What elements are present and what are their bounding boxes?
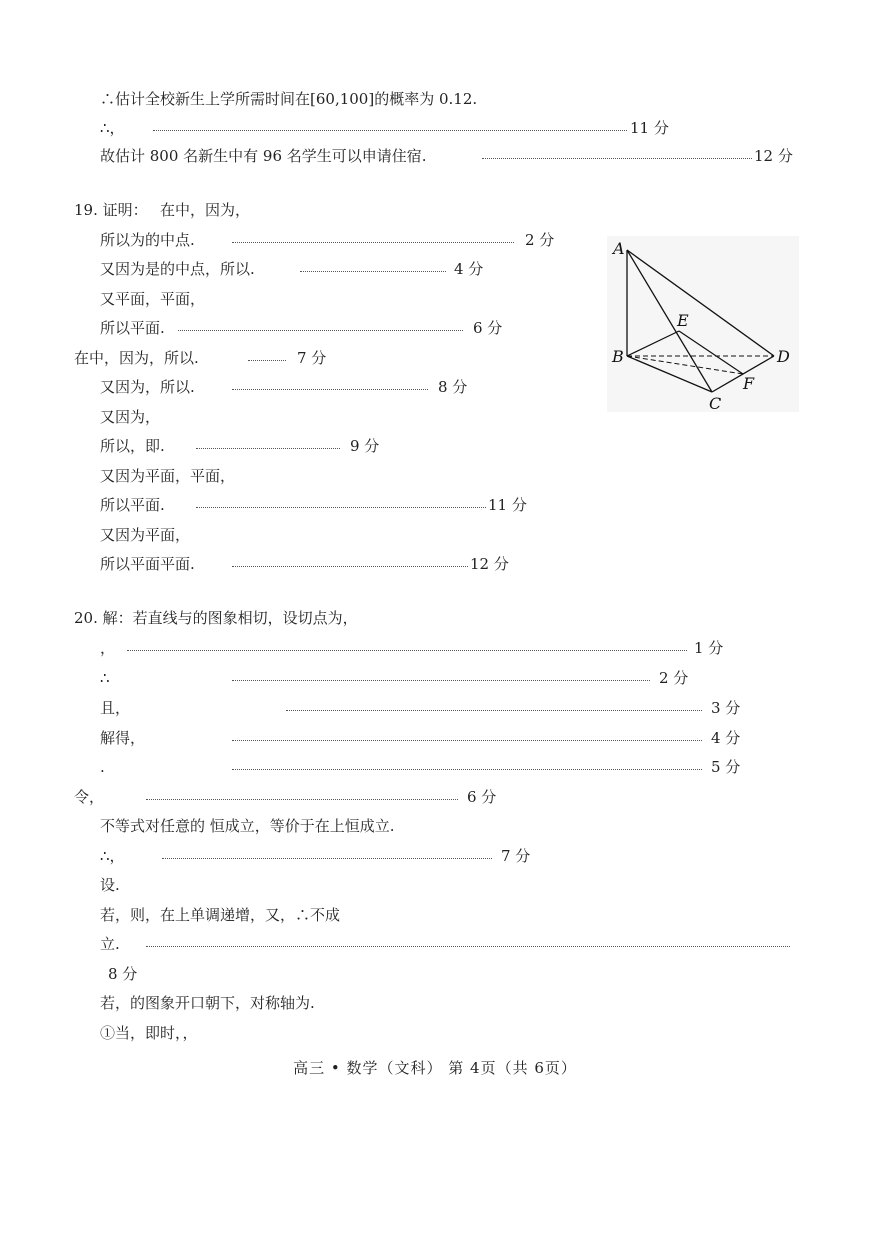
text-line	[0, 1023, 870, 1043]
line-text: 所以平面.	[100, 319, 165, 337]
dot-leader	[232, 680, 650, 681]
score-label: 12 分	[470, 555, 509, 573]
score-label: 4 分	[454, 260, 484, 278]
edge-AD	[627, 250, 774, 356]
problem-19-heading	[0, 200, 870, 220]
score-label: 11 分	[630, 119, 669, 137]
score-label: 8 分	[438, 378, 468, 396]
line-text: .	[100, 758, 105, 776]
line-text: 设.	[100, 876, 120, 894]
text-line	[0, 905, 870, 925]
text-line	[0, 787, 870, 807]
label-B: B	[612, 347, 624, 366]
text-line	[0, 875, 870, 895]
tetrahedron-diagram	[607, 236, 799, 412]
line-text: 不等式对任意的 恒成立，等价于在上恒成立.	[100, 817, 395, 835]
score-label: 12 分	[754, 147, 793, 165]
line-text: ∴，	[100, 847, 125, 865]
text-line	[0, 757, 870, 777]
text-line	[0, 728, 870, 748]
line-text: 故估计 800 名新生中有 96 名学生可以申请住宿.	[100, 147, 427, 165]
line-text: 所以平面平面.	[100, 555, 195, 573]
dot-leader	[162, 858, 492, 859]
line-text: 若，则，在上单调递增，又，∴不成	[100, 906, 341, 924]
segment-BE	[627, 331, 679, 356]
line-text: 解得，	[100, 729, 146, 747]
score-label: 2 分	[525, 231, 555, 249]
line-text: 又因为，所以.	[100, 378, 195, 396]
score-label: 9 分	[350, 437, 380, 455]
line-text: 又因为，	[100, 408, 161, 426]
dot-leader	[232, 242, 514, 243]
text-line	[0, 816, 870, 836]
score-label: 7 分	[501, 847, 531, 865]
edge-BC	[627, 356, 712, 392]
dot-leader	[232, 740, 702, 741]
line-text: ∴	[100, 669, 110, 687]
text-line	[0, 436, 870, 456]
line-text: 又因为平面，平面，	[100, 467, 236, 485]
edge-AC	[627, 250, 712, 392]
text-line	[0, 846, 870, 866]
dot-leader	[286, 710, 702, 711]
label-A: A	[613, 239, 625, 258]
text-line	[0, 964, 870, 984]
line-text: 立.	[100, 935, 120, 953]
line-text: ，	[100, 639, 116, 657]
text-line	[0, 638, 870, 658]
problem-number: 20. 解：若直线与的图象相切，设切点为，	[74, 609, 358, 627]
tetrahedron-figure	[607, 236, 799, 412]
text-line	[0, 466, 870, 486]
text-line	[0, 495, 870, 515]
text-line-l2	[0, 118, 870, 138]
dot-leader	[248, 360, 286, 361]
dot-leader	[232, 769, 702, 770]
line-text: 所以为的中点.	[100, 231, 195, 249]
label-F: F	[743, 374, 755, 393]
score-label: 1 分	[694, 639, 724, 657]
score-label: 6 分	[473, 319, 503, 337]
score-label: 11 分	[488, 496, 527, 514]
text-line-l3	[0, 146, 870, 166]
line-text: 又平面，平面，	[100, 290, 206, 308]
score-label: 5 分	[711, 758, 741, 776]
text-line	[0, 525, 870, 545]
dot-leader	[146, 946, 790, 947]
problem-20-heading	[0, 608, 870, 628]
line-text: 所以，即.	[100, 437, 165, 455]
dot-leader	[146, 799, 458, 800]
text-line-probability	[0, 89, 870, 109]
text-line	[0, 993, 870, 1013]
score-label: 2 分	[659, 669, 689, 687]
segment-BF-dashed	[627, 356, 743, 374]
dot-leader	[127, 650, 687, 651]
label-D: D	[777, 347, 790, 366]
score-label: 4 分	[711, 729, 741, 747]
line-text: 若，的图象开口朝下，对称轴为.	[100, 994, 315, 1012]
line-text: 所以平面.	[100, 496, 165, 514]
line-text: ∴，	[100, 119, 125, 137]
line-text: 在中，因为，所以.	[74, 349, 199, 367]
text-line	[0, 934, 870, 954]
text-line	[0, 554, 870, 574]
dot-leader	[178, 330, 463, 331]
dot-leader	[232, 389, 428, 390]
line-text: 在中，因为，	[160, 201, 251, 219]
dot-leader	[196, 507, 486, 508]
score-label: 7 分	[297, 349, 327, 367]
dot-leader	[300, 271, 446, 272]
dot-leader	[153, 130, 627, 131]
line-text: ①当，即时，，	[100, 1024, 198, 1042]
score-label: 3 分	[711, 699, 741, 717]
label-E: E	[677, 311, 689, 330]
dot-leader	[196, 448, 340, 449]
text-line	[0, 668, 870, 688]
text-line	[0, 698, 870, 718]
dot-leader	[232, 566, 468, 567]
label-C: C	[709, 394, 722, 412]
page-footer: 高三 • 数学（文科） 第 4页（共 6页）	[293, 1059, 577, 1077]
line-text: 又因为平面，	[100, 526, 191, 544]
line-text: 且，	[100, 699, 131, 717]
line-text: 令，	[74, 788, 105, 806]
dot-leader	[482, 158, 752, 159]
line-text: 又因为是的中点，所以.	[100, 260, 255, 278]
score-label: 8 分	[108, 965, 138, 983]
line-text: ∴估计全校新生上学所需时间在[60,100]的概率为 0.12.	[100, 90, 478, 108]
score-label: 6 分	[467, 788, 497, 806]
problem-number: 19. 证明：	[74, 201, 148, 219]
